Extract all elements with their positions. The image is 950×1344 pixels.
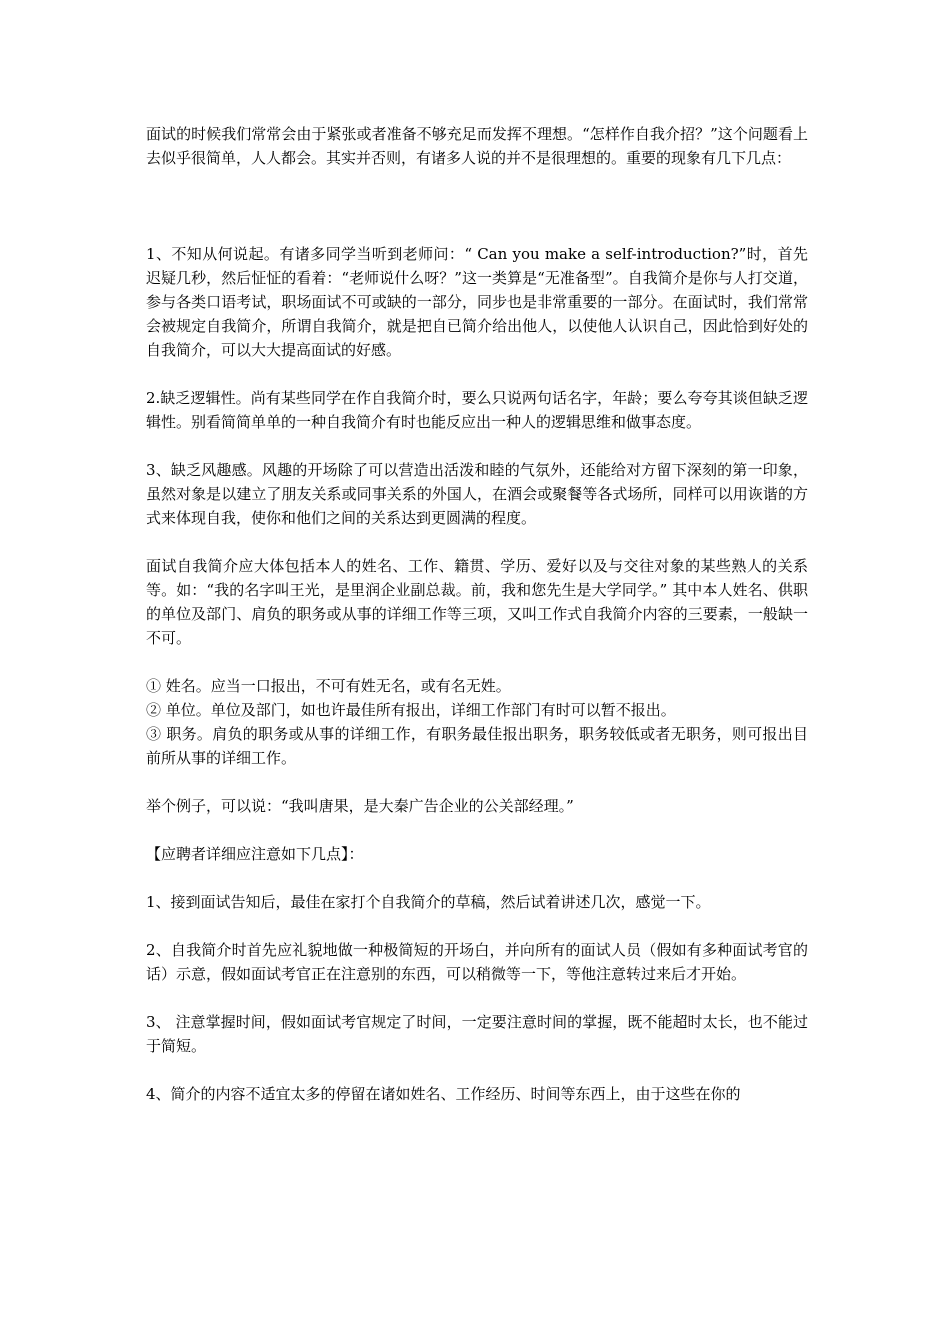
list-item-unit: ② 单位。单位及部门，如也许最佳所有报出，详细工作部门有时可以暂不报出。 xyxy=(146,701,676,719)
list-item-position: ③ 职务。肩负的职务或从事的详细工作，有职务最佳报出职务，职务较低或者无职务，则可报出目前所从事的详细工作。 xyxy=(146,725,808,767)
document-page xyxy=(146,122,808,1130)
point-3-paragraph: 3、缺乏风趣感。风趣的开场除了可以营造出活泼和睦的气氛外，还能给对方留下深刻的第一印象，虽然对象是以建立了朋友关系或同事关系的外国人，在酒会或聚餐等各式场所，同样可以用诙谐的方式来体现自我，使你和他们之间的关系达到更圆满的程度。 xyxy=(146,461,808,527)
intro-paragraph: 面试的时候我们常常会由于紧张或者准备不够充足而发挥不理想。“怎样作自我介招？”这个问题看上去似乎很简单，人人都会。其实并否则，有诸多人说的并不是很理想的。重要的现象有几下几点： xyxy=(146,125,808,167)
point-1-paragraph: 1、不知从何说起。有诸多同学当听到老师问：“ Can you make a self-introduction?”时，首先迟疑几秒，然后怔怔的看着：“老师说什么呀？”这一类算是“无准备型”。自我简介是你与人打交道，参与各类口语考试，职场面试不可或缺的一部分，同步也是非常重要的一部分。在面试时，我们常常会被规定自我简介，所谓自我简介，就是把自已简介给出他人，以使他人认识自己，因此恰到好处的自我简介，可以大大提高面试的好感。 xyxy=(146,245,808,359)
notes-heading: 【应聘者详细应注意如下几点】： xyxy=(146,845,364,863)
note-1-paragraph: 1、接到面试告知后，最佳在家打个自我简介的草稿，然后试着讲述几次，感觉一下。 xyxy=(146,893,711,911)
content-paragraph: 面试自我简介应大体包括本人的姓名、工作、籍贯、学历、爱好以及与交往对象的某些熟人的关系等。如：“我的名字叫王光，是里润企业副总裁。前，我和您先生是大学同学。” 其中本人姓名、供职的单位及部门、肩负的职务或从事的详细工作等三项，又叫工作式自我简介内容的三要素，一般缺一不可。 xyxy=(146,557,808,647)
example-paragraph: 举个例子，可以说：“我叫唐果，是大秦广告企业的公关部经理。” xyxy=(146,797,574,815)
three-elements-list xyxy=(146,674,808,770)
note-4-paragraph: 4、简介的内容不适宜太多的停留在诸如姓名、工作经历、时间等东西上，由于这些在你的 xyxy=(146,1085,741,1103)
note-3-paragraph: 3、 注意掌握时间，假如面试考官规定了时间，一定要注意时间的掌握，既不能超时太长，也不能过于简短。 xyxy=(146,1013,808,1055)
list-item-name: ① 姓名。应当一口报出，不可有姓无名，或有名无姓。 xyxy=(146,677,511,695)
point-2-paragraph: 2.缺乏逻辑性。尚有某些同学在作自我简介时，要么只说两句话名字，年龄；要么夸夸其谈但缺乏逻辑性。别看简简单单的一种自我简介有时也能反应出一种人的逻辑思维和做事态度。 xyxy=(146,389,808,431)
note-2-paragraph: 2、自我简介时首先应礼貌地做一种极简短的开场白，并向所有的面试人员（假如有多种面试考官的话）示意，假如面试考官正在注意别的东西，可以稍微等一下，等他注意转过来后才开始。 xyxy=(146,941,808,983)
